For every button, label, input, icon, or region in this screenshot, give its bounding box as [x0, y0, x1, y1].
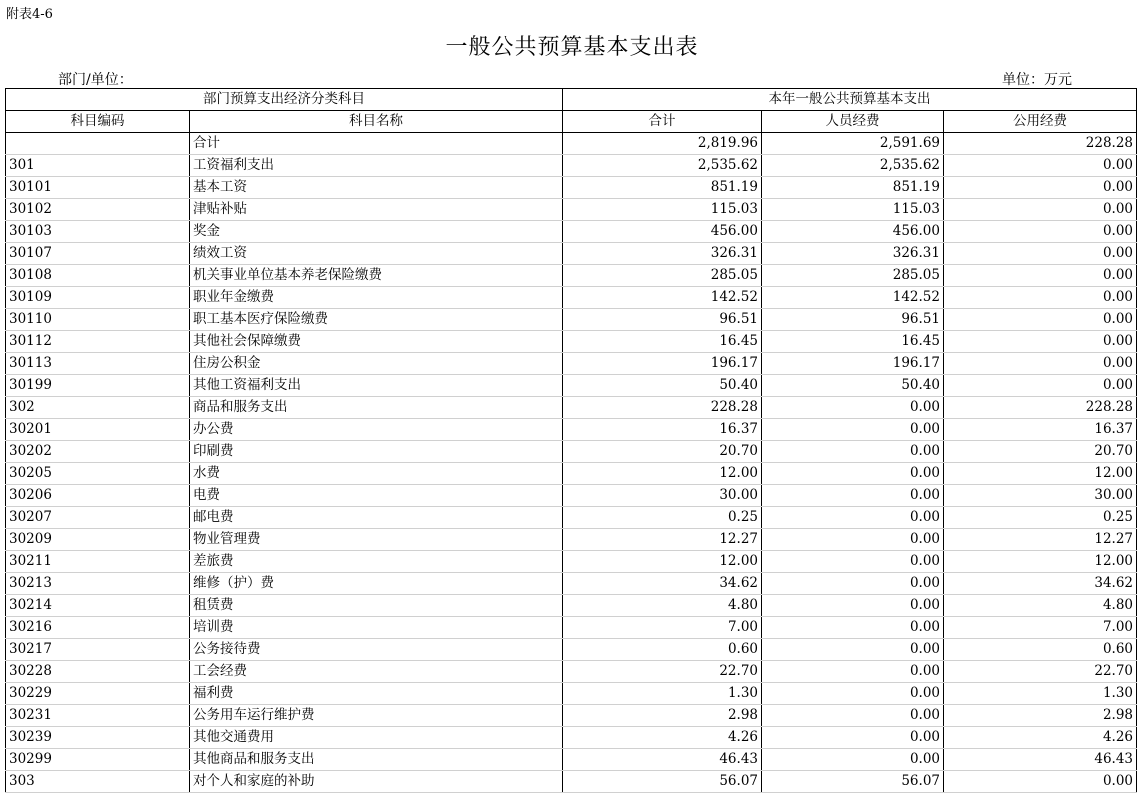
attachment-label: 附表4-6: [6, 7, 53, 22]
cell-name: 差旅费: [190, 551, 563, 573]
cell-personnel: 0.00: [762, 507, 944, 529]
table-row: [6, 683, 1137, 705]
cell-code: 30228: [6, 661, 190, 683]
cell-total: 1.30: [563, 683, 762, 705]
cell-personnel: 0.00: [762, 485, 944, 507]
cell-total: 16.45: [563, 331, 762, 353]
cell-total: 142.52: [563, 287, 762, 309]
table-row: [6, 749, 1137, 771]
cell-total: 326.31: [563, 243, 762, 265]
cell-total: 851.19: [563, 177, 762, 199]
column-header-total: 合计: [563, 111, 762, 133]
table-row: [6, 133, 1137, 155]
table-row: [6, 155, 1137, 177]
cell-personnel: 285.05: [762, 265, 944, 287]
cell-personnel: 16.45: [762, 331, 944, 353]
table-row: [6, 243, 1137, 265]
cell-code: 30202: [6, 441, 190, 463]
cell-name: 其他社会保障缴费: [190, 331, 563, 353]
cell-total: 196.17: [563, 353, 762, 375]
table-row: [6, 287, 1137, 309]
cell-total: 2.98: [563, 705, 762, 727]
cell-code: 30239: [6, 727, 190, 749]
column-header-code: 科目编码: [6, 111, 190, 133]
cell-personnel: 0.00: [762, 727, 944, 749]
group-header-row: [6, 89, 1137, 111]
cell-personnel: 0.00: [762, 639, 944, 661]
department-label: 部门/单位：: [58, 72, 133, 88]
cell-public: 12.27: [944, 529, 1137, 551]
cell-public: 0.00: [944, 243, 1137, 265]
cell-code: 30112: [6, 331, 190, 353]
cell-personnel: 0.00: [762, 705, 944, 727]
cell-total: 115.03: [563, 199, 762, 221]
cell-public: 0.00: [944, 771, 1137, 793]
table-row: [6, 199, 1137, 221]
cell-public: 0.25: [944, 507, 1137, 529]
cell-name: 公务接待费: [190, 639, 563, 661]
cell-total: 30.00: [563, 485, 762, 507]
table-row: [6, 221, 1137, 243]
cell-public: 34.62: [944, 573, 1137, 595]
table-row: [6, 419, 1137, 441]
table-row: [6, 441, 1137, 463]
cell-code: 30199: [6, 375, 190, 397]
cell-code: 303: [6, 771, 190, 793]
cell-code: 30103: [6, 221, 190, 243]
cell-name: 水费: [190, 463, 563, 485]
cell-name: 职业年金缴费: [190, 287, 563, 309]
cell-personnel: 2,535.62: [762, 155, 944, 177]
column-header-public: 公用经费: [944, 111, 1137, 133]
cell-personnel: 2,591.69: [762, 133, 944, 155]
cell-code: 30216: [6, 617, 190, 639]
table-row: [6, 771, 1137, 793]
cell-code: 30102: [6, 199, 190, 221]
cell-public: 0.00: [944, 375, 1137, 397]
cell-code: 30110: [6, 309, 190, 331]
cell-personnel: 0.00: [762, 551, 944, 573]
cell-total: 50.40: [563, 375, 762, 397]
cell-total: 12.00: [563, 551, 762, 573]
column-header-name: 科目名称: [190, 111, 563, 133]
table-row: [6, 353, 1137, 375]
cell-public: 0.00: [944, 177, 1137, 199]
cell-code: 30206: [6, 485, 190, 507]
budget-table: [5, 88, 1137, 793]
table-row: [6, 727, 1137, 749]
cell-name: 工资福利支出: [190, 155, 563, 177]
table-row: [6, 177, 1137, 199]
cell-total: 228.28: [563, 397, 762, 419]
cell-personnel: 456.00: [762, 221, 944, 243]
cell-code: 30214: [6, 595, 190, 617]
cell-personnel: 0.00: [762, 463, 944, 485]
table-row: [6, 551, 1137, 573]
cell-personnel: 0.00: [762, 573, 944, 595]
table-row: [6, 265, 1137, 287]
table-row: [6, 463, 1137, 485]
cell-personnel: 196.17: [762, 353, 944, 375]
cell-personnel: 0.00: [762, 749, 944, 771]
cell-code: 30231: [6, 705, 190, 727]
table-body: [6, 133, 1137, 793]
unit-label: 单位：万元: [1002, 72, 1072, 88]
table-row: [6, 573, 1137, 595]
cell-total: 2,819.96: [563, 133, 762, 155]
cell-personnel: 326.31: [762, 243, 944, 265]
cell-code: 30217: [6, 639, 190, 661]
cell-personnel: 142.52: [762, 287, 944, 309]
cell-code: 30229: [6, 683, 190, 705]
cell-total: 0.60: [563, 639, 762, 661]
table-row: [6, 331, 1137, 353]
table-row: [6, 397, 1137, 419]
cell-name: 其他交通费用: [190, 727, 563, 749]
cell-total: 2,535.62: [563, 155, 762, 177]
cell-public: 2.98: [944, 705, 1137, 727]
cell-personnel: 0.00: [762, 661, 944, 683]
cell-total: 46.43: [563, 749, 762, 771]
cell-total: 20.70: [563, 441, 762, 463]
cell-name: 租赁费: [190, 595, 563, 617]
cell-code: [6, 133, 190, 155]
cell-public: 1.30: [944, 683, 1137, 705]
cell-total: 4.80: [563, 595, 762, 617]
cell-name: 福利费: [190, 683, 563, 705]
cell-public: 46.43: [944, 749, 1137, 771]
cell-name: 办公费: [190, 419, 563, 441]
cell-name: 其他工资福利支出: [190, 375, 563, 397]
cell-personnel: 0.00: [762, 595, 944, 617]
page-title: 一般公共预算基本支出表: [445, 35, 699, 60]
cell-personnel: 0.00: [762, 683, 944, 705]
cell-public: 0.00: [944, 309, 1137, 331]
cell-public: 0.60: [944, 639, 1137, 661]
cell-total: 285.05: [563, 265, 762, 287]
cell-name: 津贴补贴: [190, 199, 563, 221]
cell-code: 30211: [6, 551, 190, 573]
cell-name: 商品和服务支出: [190, 397, 563, 419]
cell-code: 30109: [6, 287, 190, 309]
cell-code: 30207: [6, 507, 190, 529]
table-row: [6, 617, 1137, 639]
cell-public: 20.70: [944, 441, 1137, 463]
column-header-row: [6, 111, 1137, 133]
cell-personnel: 0.00: [762, 397, 944, 419]
cell-total: 12.27: [563, 529, 762, 551]
cell-name: 邮电费: [190, 507, 563, 529]
cell-name: 培训费: [190, 617, 563, 639]
cell-public: 0.00: [944, 331, 1137, 353]
cell-name: 电费: [190, 485, 563, 507]
cell-total: 12.00: [563, 463, 762, 485]
cell-public: 22.70: [944, 661, 1137, 683]
cell-code: 30201: [6, 419, 190, 441]
cell-name: 对个人和家庭的补助: [190, 771, 563, 793]
cell-public: 4.26: [944, 727, 1137, 749]
cell-public: 12.00: [944, 463, 1137, 485]
cell-personnel: 851.19: [762, 177, 944, 199]
cell-public: 4.80: [944, 595, 1137, 617]
table-row: [6, 485, 1137, 507]
cell-public: 0.00: [944, 155, 1137, 177]
cell-name: 维修（护）费: [190, 573, 563, 595]
cell-public: 0.00: [944, 265, 1137, 287]
cell-public: 7.00: [944, 617, 1137, 639]
cell-name: 住房公积金: [190, 353, 563, 375]
cell-code: 302: [6, 397, 190, 419]
cell-name: 公务用车运行维护费: [190, 705, 563, 727]
table-row: [6, 375, 1137, 397]
cell-public: 0.00: [944, 221, 1137, 243]
cell-total: 96.51: [563, 309, 762, 331]
cell-total: 16.37: [563, 419, 762, 441]
cell-name: 机关事业单位基本养老保险缴费: [190, 265, 563, 287]
column-header-personnel: 人员经费: [762, 111, 944, 133]
cell-personnel: 115.03: [762, 199, 944, 221]
cell-code: 30108: [6, 265, 190, 287]
cell-personnel: 0.00: [762, 529, 944, 551]
cell-personnel: 0.00: [762, 617, 944, 639]
cell-code: 30205: [6, 463, 190, 485]
table-row: [6, 639, 1137, 661]
cell-public: 0.00: [944, 353, 1137, 375]
cell-personnel: 0.00: [762, 441, 944, 463]
table-row: [6, 661, 1137, 683]
cell-public: 0.00: [944, 287, 1137, 309]
cell-code: 301: [6, 155, 190, 177]
cell-name: 职工基本医疗保险缴费: [190, 309, 563, 331]
cell-name: 印刷费: [190, 441, 563, 463]
cell-name: 其他商品和服务支出: [190, 749, 563, 771]
cell-total: 22.70: [563, 661, 762, 683]
table-row: [6, 309, 1137, 331]
cell-code: 30209: [6, 529, 190, 551]
cell-total: 7.00: [563, 617, 762, 639]
cell-total: 56.07: [563, 771, 762, 793]
cell-name: 物业管理费: [190, 529, 563, 551]
cell-public: 228.28: [944, 133, 1137, 155]
cell-code: 30213: [6, 573, 190, 595]
cell-public: 12.00: [944, 551, 1137, 573]
group-header-classification: 部门预算支出经济分类科目: [6, 89, 563, 111]
cell-total: 456.00: [563, 221, 762, 243]
cell-personnel: 0.00: [762, 419, 944, 441]
table-row: [6, 507, 1137, 529]
table-row: [6, 595, 1137, 617]
cell-name: 工会经费: [190, 661, 563, 683]
cell-name: 合计: [190, 133, 563, 155]
cell-code: 30113: [6, 353, 190, 375]
group-header-expenditure: 本年一般公共预算基本支出: [563, 89, 1137, 111]
cell-code: 30101: [6, 177, 190, 199]
cell-name: 基本工资: [190, 177, 563, 199]
cell-name: 奖金: [190, 221, 563, 243]
cell-public: 16.37: [944, 419, 1137, 441]
cell-total: 34.62: [563, 573, 762, 595]
cell-public: 30.00: [944, 485, 1137, 507]
cell-personnel: 56.07: [762, 771, 944, 793]
table-row: [6, 705, 1137, 727]
cell-public: 0.00: [944, 199, 1137, 221]
cell-personnel: 50.40: [762, 375, 944, 397]
table-row: [6, 529, 1137, 551]
cell-total: 4.26: [563, 727, 762, 749]
cell-name: 绩效工资: [190, 243, 563, 265]
cell-code: 30107: [6, 243, 190, 265]
cell-public: 228.28: [944, 397, 1137, 419]
cell-code: 30299: [6, 749, 190, 771]
cell-personnel: 96.51: [762, 309, 944, 331]
cell-total: 0.25: [563, 507, 762, 529]
